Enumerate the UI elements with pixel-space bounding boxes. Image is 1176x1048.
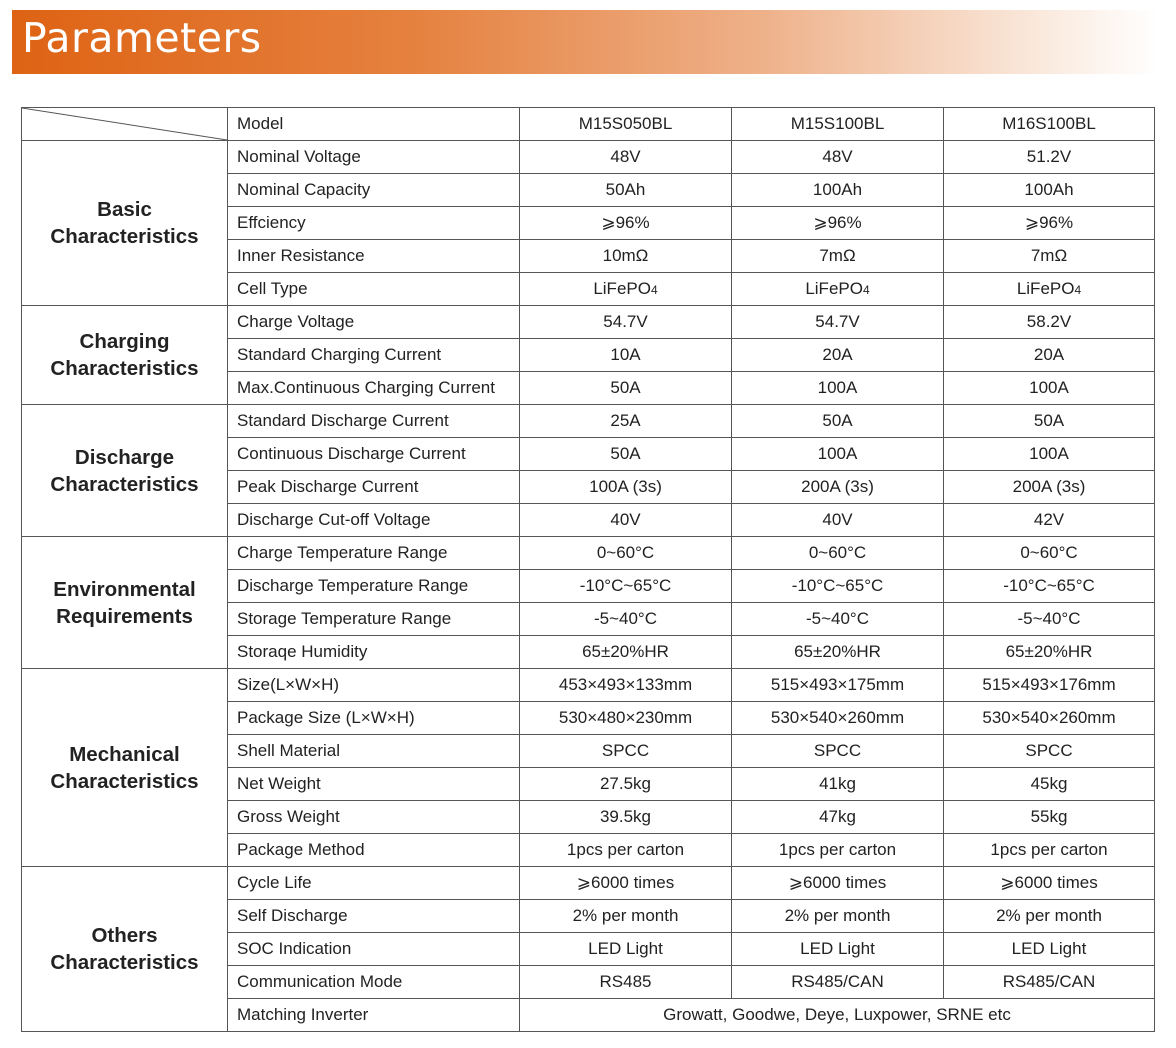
value-cell xyxy=(732,240,944,273)
value-text: 7mΩ xyxy=(819,246,856,265)
value-cell xyxy=(732,438,944,471)
value-cell xyxy=(732,801,944,834)
value-text: 51.2V xyxy=(1026,147,1072,166)
parameter-label: Cycle Life xyxy=(228,867,520,900)
value-cell xyxy=(732,174,944,207)
value-cell xyxy=(732,570,944,603)
parameter-label: SOC Indication xyxy=(228,933,520,966)
value-cell xyxy=(520,636,732,669)
value-text: 200A (3s) xyxy=(1012,477,1086,496)
value-text: 27.5kg xyxy=(599,774,652,793)
value-text: ⩾96% xyxy=(601,213,650,232)
value-text: 42V xyxy=(1033,510,1065,529)
value-cell xyxy=(944,900,1155,933)
parameter-label: Self Discharge xyxy=(228,900,520,933)
subscript: 4 xyxy=(862,283,870,297)
value-cell xyxy=(944,702,1155,735)
value-cell xyxy=(520,438,732,471)
value-cell xyxy=(520,240,732,273)
value-cell xyxy=(520,141,732,174)
parameter-label: Peak Discharge Current xyxy=(228,471,520,504)
value-text: 0~60°C xyxy=(596,543,655,562)
value-text: 1pcs per carton xyxy=(778,840,897,859)
value-text: LiFePO xyxy=(805,279,863,298)
value-cell xyxy=(520,900,732,933)
group-label: Charging Characteristics xyxy=(22,306,228,405)
value-cell xyxy=(732,702,944,735)
value-text: 41kg xyxy=(819,774,856,793)
value-text: LED Light xyxy=(1011,939,1087,958)
value-cell xyxy=(944,966,1155,999)
value-cell xyxy=(732,306,944,339)
value-cell xyxy=(944,273,1155,306)
value-text: 45kg xyxy=(1030,774,1068,793)
value-text: -10°C~65°C xyxy=(1003,576,1095,595)
value-text: 530×540×260mm xyxy=(982,708,1116,727)
value-text: 50A xyxy=(610,378,641,397)
model-name: M15S100BL xyxy=(732,108,944,141)
table-row xyxy=(22,867,1155,900)
value-text: -5~40°C xyxy=(1017,609,1081,628)
parameter-label: Shell Material xyxy=(228,735,520,768)
parameter-label: Nominal Capacity xyxy=(228,174,520,207)
value-cell xyxy=(520,273,732,306)
parameter-label: Standard Charging Current xyxy=(228,339,520,372)
value-cell xyxy=(732,504,944,537)
value-text: 10mΩ xyxy=(602,246,649,265)
value-cell xyxy=(732,933,944,966)
value-text: 530×540×260mm xyxy=(770,708,905,727)
value-cell xyxy=(944,570,1155,603)
value-cell xyxy=(732,900,944,933)
value-text: 100A xyxy=(1029,444,1069,463)
value-cell xyxy=(520,603,732,636)
group-label: Basic Characteristics xyxy=(22,141,228,306)
value-text: 1pcs per carton xyxy=(990,840,1108,859)
merged-value: Growatt, Goodwe, Deye, Luxpower, SRNE etc xyxy=(520,999,1155,1032)
value-cell xyxy=(944,141,1155,174)
value-text: 47kg xyxy=(819,807,856,826)
parameter-label: Continuous Discharge Current xyxy=(228,438,520,471)
table-row xyxy=(22,141,1155,174)
parameter-label: Storage Temperature Range xyxy=(228,603,520,636)
value-cell xyxy=(944,537,1155,570)
value-text: 48V xyxy=(610,147,641,166)
value-text: 0~60°C xyxy=(808,543,867,562)
value-text: 530×480×230mm xyxy=(558,708,693,727)
parameter-label: Package Size (L×W×H) xyxy=(228,702,520,735)
value-text: 65±20%HR xyxy=(582,642,669,661)
value-text: 100Ah xyxy=(1024,180,1074,199)
model-name: M15S050BL xyxy=(520,108,732,141)
value-text: 55kg xyxy=(1030,807,1068,826)
value-text: 20A xyxy=(822,345,853,364)
value-text: 7mΩ xyxy=(1030,246,1068,265)
group-label: Discharge Characteristics xyxy=(22,405,228,537)
value-text: 2% per month xyxy=(784,906,891,925)
value-text: SPCC xyxy=(813,741,862,760)
value-text: -10°C~65°C xyxy=(791,576,884,595)
value-text: -5~40°C xyxy=(593,609,658,628)
parameter-label: Communication Mode xyxy=(228,966,520,999)
value-text: -5~40°C xyxy=(805,609,870,628)
value-text: ⩾6000 times xyxy=(576,873,675,892)
value-cell xyxy=(732,339,944,372)
value-text: 48V xyxy=(822,147,853,166)
value-text: RS485/CAN xyxy=(791,972,884,991)
value-text: 20A xyxy=(1033,345,1065,364)
value-text: LED Light xyxy=(588,939,663,958)
parameter-label: Storaqe Humidity xyxy=(228,636,520,669)
group-label: Mechanical Characteristics xyxy=(22,669,228,867)
value-cell xyxy=(732,636,944,669)
value-text: 2% per month xyxy=(572,906,679,925)
value-text: 54.7V xyxy=(815,312,860,331)
value-text: 25A xyxy=(610,411,641,430)
value-cell xyxy=(520,768,732,801)
value-cell xyxy=(944,933,1155,966)
parameter-label: Matching Inverter xyxy=(228,999,520,1032)
value-text: 40V xyxy=(610,510,641,529)
value-cell xyxy=(732,669,944,702)
table-row xyxy=(22,669,1155,702)
value-cell xyxy=(520,405,732,438)
value-cell xyxy=(520,570,732,603)
value-cell xyxy=(944,207,1155,240)
value-text: SPCC xyxy=(601,741,650,760)
value-cell xyxy=(520,504,732,537)
corner-cell xyxy=(22,108,228,141)
value-cell xyxy=(944,306,1155,339)
value-cell xyxy=(732,867,944,900)
value-cell xyxy=(732,207,944,240)
value-text: SPCC xyxy=(1025,741,1073,760)
value-text: 453×493×133mm xyxy=(558,675,693,694)
parameter-label: Discharge Cut-off Voltage xyxy=(228,504,520,537)
parameter-label: Nominal Voltage xyxy=(228,141,520,174)
value-text: 100A xyxy=(817,378,858,397)
value-cell xyxy=(520,471,732,504)
header-row xyxy=(22,108,1155,141)
parameter-label: Gross Weight xyxy=(228,801,520,834)
value-cell xyxy=(520,834,732,867)
value-cell xyxy=(944,636,1155,669)
title-banner xyxy=(12,10,1158,74)
parameter-label: Cell Type xyxy=(228,273,520,306)
value-cell xyxy=(520,801,732,834)
value-text: 0~60°C xyxy=(1020,543,1078,562)
value-cell xyxy=(944,834,1155,867)
table-row xyxy=(22,306,1155,339)
diagonal-line xyxy=(22,108,227,140)
value-text: -10°C~65°C xyxy=(579,576,672,595)
value-cell xyxy=(732,834,944,867)
value-cell xyxy=(732,768,944,801)
value-cell xyxy=(520,174,732,207)
value-cell xyxy=(944,867,1155,900)
parameter-label: Discharge Temperature Range xyxy=(228,570,520,603)
parameter-label: Size(L×W×H) xyxy=(228,669,520,702)
value-cell xyxy=(520,702,732,735)
model-name: M16S100BL xyxy=(944,108,1155,141)
value-cell xyxy=(520,867,732,900)
value-cell xyxy=(520,735,732,768)
parameter-label: Max.Continuous Charging Current xyxy=(228,372,520,405)
value-cell xyxy=(732,966,944,999)
value-cell xyxy=(944,669,1155,702)
value-text: 54.7V xyxy=(603,312,648,331)
value-text: ⩾6000 times xyxy=(788,873,887,892)
value-text: 50A xyxy=(610,444,641,463)
parameter-label: Charge Temperature Range xyxy=(228,537,520,570)
header-label: Model xyxy=(228,108,520,141)
parameter-label: Effciency xyxy=(228,207,520,240)
value-cell xyxy=(732,273,944,306)
value-text: 50A xyxy=(1033,411,1065,430)
value-cell xyxy=(944,174,1155,207)
value-cell xyxy=(732,603,944,636)
value-cell xyxy=(520,372,732,405)
value-cell xyxy=(944,801,1155,834)
value-text: 39.5kg xyxy=(599,807,652,826)
value-cell xyxy=(732,405,944,438)
value-cell xyxy=(520,966,732,999)
value-cell xyxy=(944,603,1155,636)
value-cell xyxy=(520,207,732,240)
value-cell xyxy=(944,372,1155,405)
value-cell xyxy=(520,306,732,339)
value-cell xyxy=(944,504,1155,537)
value-text: ⩾96% xyxy=(1024,213,1074,232)
page-title: Parameters xyxy=(22,14,262,62)
value-text: 100Ah xyxy=(812,180,863,199)
value-text: ⩾6000 times xyxy=(1000,873,1098,892)
parameter-label: Package Method xyxy=(228,834,520,867)
value-cell xyxy=(944,768,1155,801)
value-text: 65±20%HR xyxy=(794,642,881,661)
value-text: 58.2V xyxy=(1026,312,1072,331)
value-text: LED Light xyxy=(800,939,875,958)
parameter-label: Charge Voltage xyxy=(228,306,520,339)
group-label: Environmental Requirements xyxy=(22,537,228,669)
value-cell xyxy=(732,471,944,504)
value-text: 100A xyxy=(1029,378,1069,397)
value-text: RS485/CAN xyxy=(1002,972,1096,991)
parameters-table-body xyxy=(22,108,1155,1032)
value-text: 515×493×175mm xyxy=(770,675,905,694)
value-cell xyxy=(732,537,944,570)
value-text: 10A xyxy=(610,345,641,364)
value-cell xyxy=(944,339,1155,372)
value-cell xyxy=(944,240,1155,273)
value-cell xyxy=(732,141,944,174)
value-cell xyxy=(732,735,944,768)
value-cell xyxy=(944,438,1155,471)
value-text: 50Ah xyxy=(605,180,646,199)
parameter-label: Net Weight xyxy=(228,768,520,801)
parameter-label: Inner Resistance xyxy=(228,240,520,273)
value-text: 1pcs per carton xyxy=(566,840,685,859)
value-cell xyxy=(520,933,732,966)
value-text: 40V xyxy=(822,510,853,529)
value-cell xyxy=(732,372,944,405)
value-text: LiFePO xyxy=(1016,279,1075,298)
value-text: 50A xyxy=(822,411,853,430)
value-cell xyxy=(944,405,1155,438)
value-text: ⩾96% xyxy=(813,213,862,232)
value-text: 100A xyxy=(817,444,858,463)
value-text: 100A (3s) xyxy=(589,477,662,496)
group-label: Others Characteristics xyxy=(22,867,228,1032)
value-cell xyxy=(944,735,1155,768)
value-cell xyxy=(944,471,1155,504)
value-text: 200A (3s) xyxy=(801,477,874,496)
parameter-label: Standard Discharge Current xyxy=(228,405,520,438)
table-row xyxy=(22,537,1155,570)
value-text: 515×493×176mm xyxy=(982,675,1116,694)
value-text: RS485 xyxy=(599,972,652,991)
value-cell xyxy=(520,669,732,702)
value-text: 2% per month xyxy=(996,906,1102,925)
subscript: 4 xyxy=(650,283,658,297)
value-text: LiFePO xyxy=(593,279,651,298)
value-text: 65±20%HR xyxy=(1005,642,1093,661)
value-cell xyxy=(520,339,732,372)
table-row xyxy=(22,405,1155,438)
subscript: 4 xyxy=(1074,283,1082,297)
parameters-table xyxy=(21,107,1155,1032)
value-cell xyxy=(520,537,732,570)
